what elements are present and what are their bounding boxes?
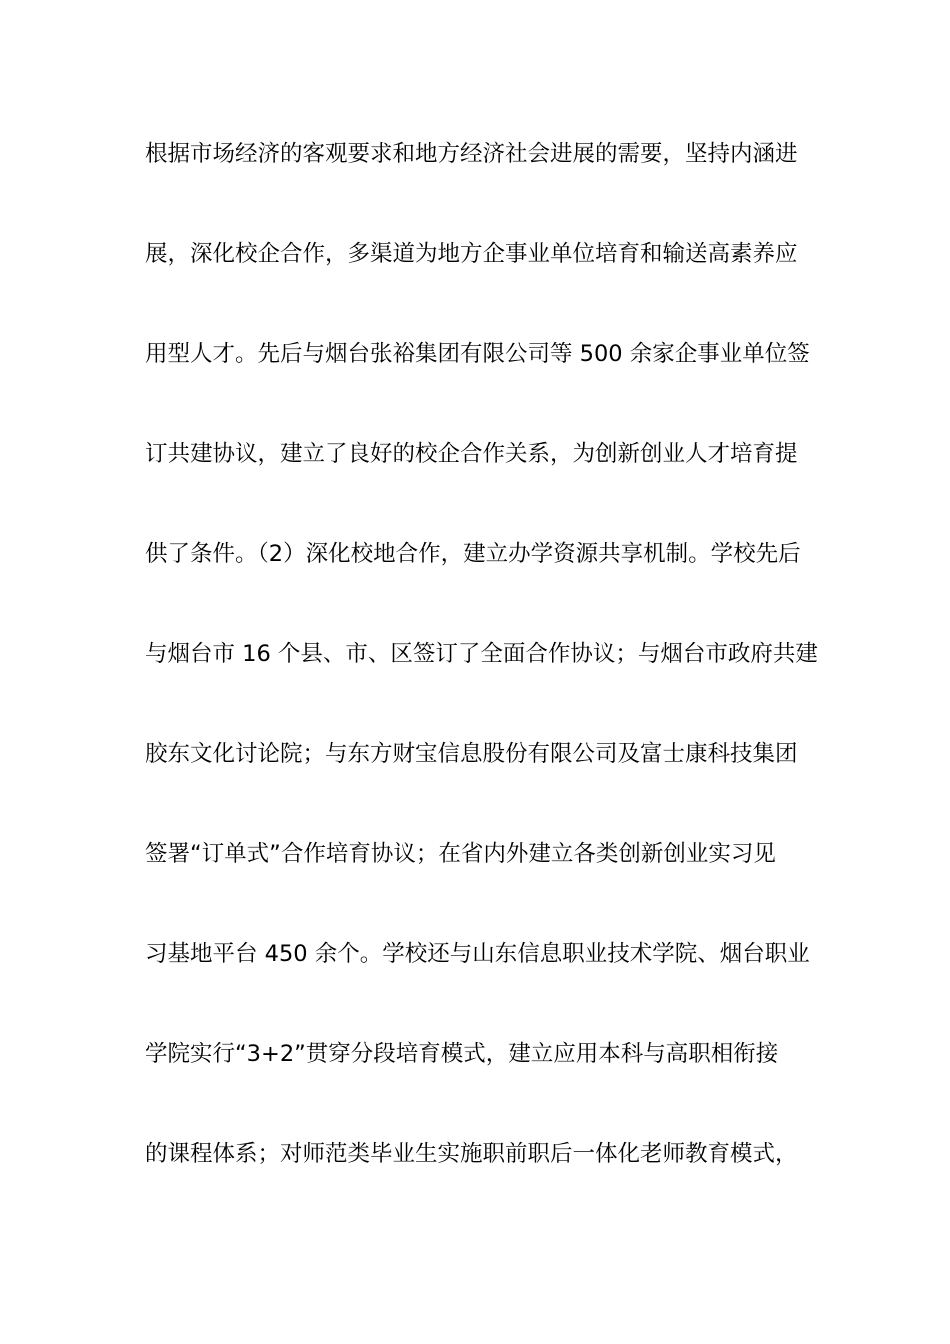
text-line: 订共建协议，建立了良好的校企合作关系，为创新创业人才培育提 [145,441,798,467]
text-line: 的课程体系；对师范类毕业生实施职前职后一体化老师教育模式， [145,1141,798,1167]
body-paragraph [145,132,818,1232]
text-line: 签署“订单式”合作培育协议；在省内外建立各类创新创业实习见 [145,841,776,867]
text-line: 根据市场经济的客观要求和地方经济社会进展的需要，坚持内涵进 [145,141,798,167]
text-line: 供了条件。（2）深化校地合作，建立办学资源共享机制。学校先后 [145,541,801,567]
text-line: 习基地平台 450 余个。学校还与山东信息职业技术学院、烟台职业 [145,941,810,967]
text-line: 用型人才。先后与烟台张裕集团有限公司等 500 余家企事业单位签 [145,341,810,367]
text-line: 展，深化校企合作，多渠道为地方企事业单位培育和输送高素养应 [145,241,798,267]
text-line: 胶东文化讨论院；与东方财宝信息股份有限公司及富士康科技集团 [145,741,798,767]
text-line: 与烟台市 16 个县、市、区签订了全面合作协议；与烟台市政府共建 [145,641,818,667]
text-line: 学院实行“3+2”贯穿分段培育模式，建立应用本科与高职相衔接 [145,1041,779,1067]
